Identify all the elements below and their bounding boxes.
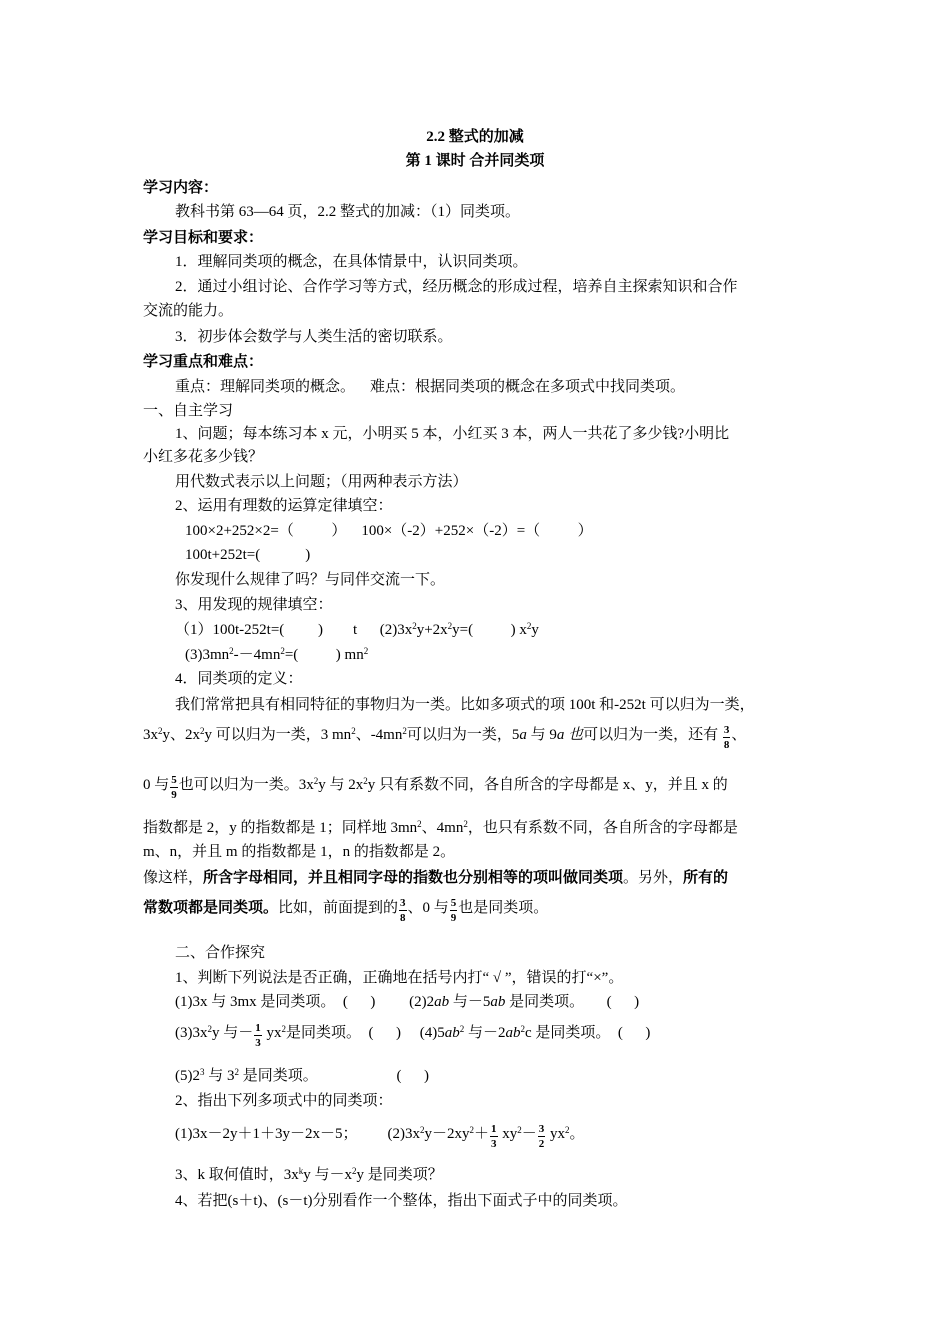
fraction-3-2: $\frac{3}{2}$ [538,1123,545,1150]
section1-heading: 一、自主学习 [143,403,234,419]
fraction-1-3: $\frac{1}{3}$ [255,1022,261,1049]
q3-line-a: （1）100t-252t=( ) t $(2)3x^2y+2x^2y=$( ) $x^2y$ [175,621,539,638]
goal-item-1: 1．理解同类项的概念，在具体情景中，认识同类项。 [175,254,528,270]
fraction-3-8: $\frac{3}{8}$ [723,724,730,751]
s2-q1-line-c: $(5)2^3$ 与 $3^2$ 是同类项。 ( ) [175,1067,430,1084]
s2-q4: 4、若把(s＋t)、(s－t)分别看作一个整体，指出下面式子中的同类项。 [175,1193,628,1209]
keypoints-heading: 学习重点和难点： [143,354,264,370]
q1-line2: 小红多花多少钱？ [143,449,264,465]
definition-p2: $3x^2y$、$2x^2y$ 可以归为一类，3 $mn^2$、$-4mn^2$可以归为一类，5a 与 9a 也可以归为一类，还有 $\frac{3}{8}$ 、 [143,724,747,751]
s2-q1-heading: 1、判断下列说法是否正确，正确地在括号内打“ √ ”，错误的打“×”。 [175,970,624,986]
definition-p7: 常数项都是同类项。比如，前面提到的 $\frac{3}{8}$ 、0 与 $\frac{5}{9}$ 也是同类项。 [143,897,549,924]
goal-item-2: 2．通过小组讨论、合作学习等方式，经历概念的形成过程，培养自主探索知识和合作 [175,279,738,295]
s2-q3: 3、k 取何值时，$3x^ky$ 与$-x^2y$ 是同类项？ [175,1166,443,1183]
s2-q1-line-a: (1)3x 与 3mx 是同类项。 ( ) (2)2ab 与－5ab 是同类项。 ( ) [175,994,640,1010]
page-subtitle: 第 1 课时 合并同类项 [405,153,545,169]
q2-line-b: 100t+252t=( ) [185,547,311,563]
q2-heading: 2、运用有理数的运算定律填空： [175,498,393,514]
q2-line-a: 100×2+252×2=（ ） 100×（-2）+252×（-2）=（ ） [185,523,593,539]
definition-p1: 我们常常把具有相同特征的事物归为一类。比如多项式的项 100t 和-252t 可以归为一类， [175,697,755,713]
goal-item-2-cont: 交流的能力。 [143,303,234,319]
page-title: 2.2 整式的加减 [426,129,524,145]
s2-q1-line-b: $(3)3x^2y$ 与－ $\frac{1}{3}$ $yx^2$是同类项。 ( ) $(4)5ab^2$ 与$-2ab^2c$ 是同类项。 ( ) [175,1022,651,1049]
fraction-1-3: $\frac{1}{3}$ [491,1123,497,1150]
q3-line-b: $(3)3mn^2--4mn^2=$( ) $mn^2$ [185,646,369,663]
fraction-3-8: $\frac{3}{8}$ [400,897,406,924]
content-text: 教科书第 63—64 页，2.2 整式的加减：（1）同类项。 [175,204,521,220]
content-heading: 学习内容： [143,180,219,196]
q3-heading: 3、用发现的规律填空： [175,597,333,613]
definition-p6: 像这样，所含字母相同，并且相同字母的指数也分别相等的项叫做同类项。另外，所有的 [143,870,729,886]
definition-p5: m、n，并且 m 的指数都是 1，n 的指数都是 2。 [143,844,456,860]
definition-p3: 0 与 $\frac{5}{9}$ 也可以归为一类。$3x^2y$ 与 $2x^2y$ 只有系数不同，各自所含的字母都是 x、y，并且 x 的 [143,774,728,801]
s2-q2-heading: 2、指出下列多项式中的同类项： [175,1093,393,1109]
goal-item-3: 3．初步体会数学与人类生活的密切联系。 [175,329,453,345]
fraction-5-9: $\frac{5}{9}$ [171,774,177,801]
q1-note: 用代数式表示以上问题；（用两种表示方法） [175,474,468,490]
fraction-5-9: $\frac{5}{9}$ [450,897,457,924]
goals-heading: 学习目标和要求： [143,230,264,246]
q2-note: 你发现什么规律了吗？与同伴交流一下。 [175,572,446,588]
keypoints-text: 重点：理解同类项的概念。 难点：根据同类项的概念在多项式中找同类项。 [175,379,686,395]
definition-p4: 指数都是 2，y 的指数都是 1；同样地 $3mn^2$、$4mn^2$，也只有系数不同，各自所含的字母都是 [143,819,738,836]
q1-line1: 1、问题；每本练习本 x 元，小明买 5 本，小红买 3 本，两人一共花了多少钱?小明比 [175,426,730,442]
section2-heading: 二、合作探究 [175,945,266,961]
q4-heading: 4．同类项的定义： [175,671,303,687]
s2-q2-line-a: (1)3x－2y＋1＋3y－2x－5； $(2)3x^2y-2xy^2+$ $\frac{1}{3}$ $xy^2-$ $\frac{3}{2}$ $yx^2$。 [175,1123,585,1150]
